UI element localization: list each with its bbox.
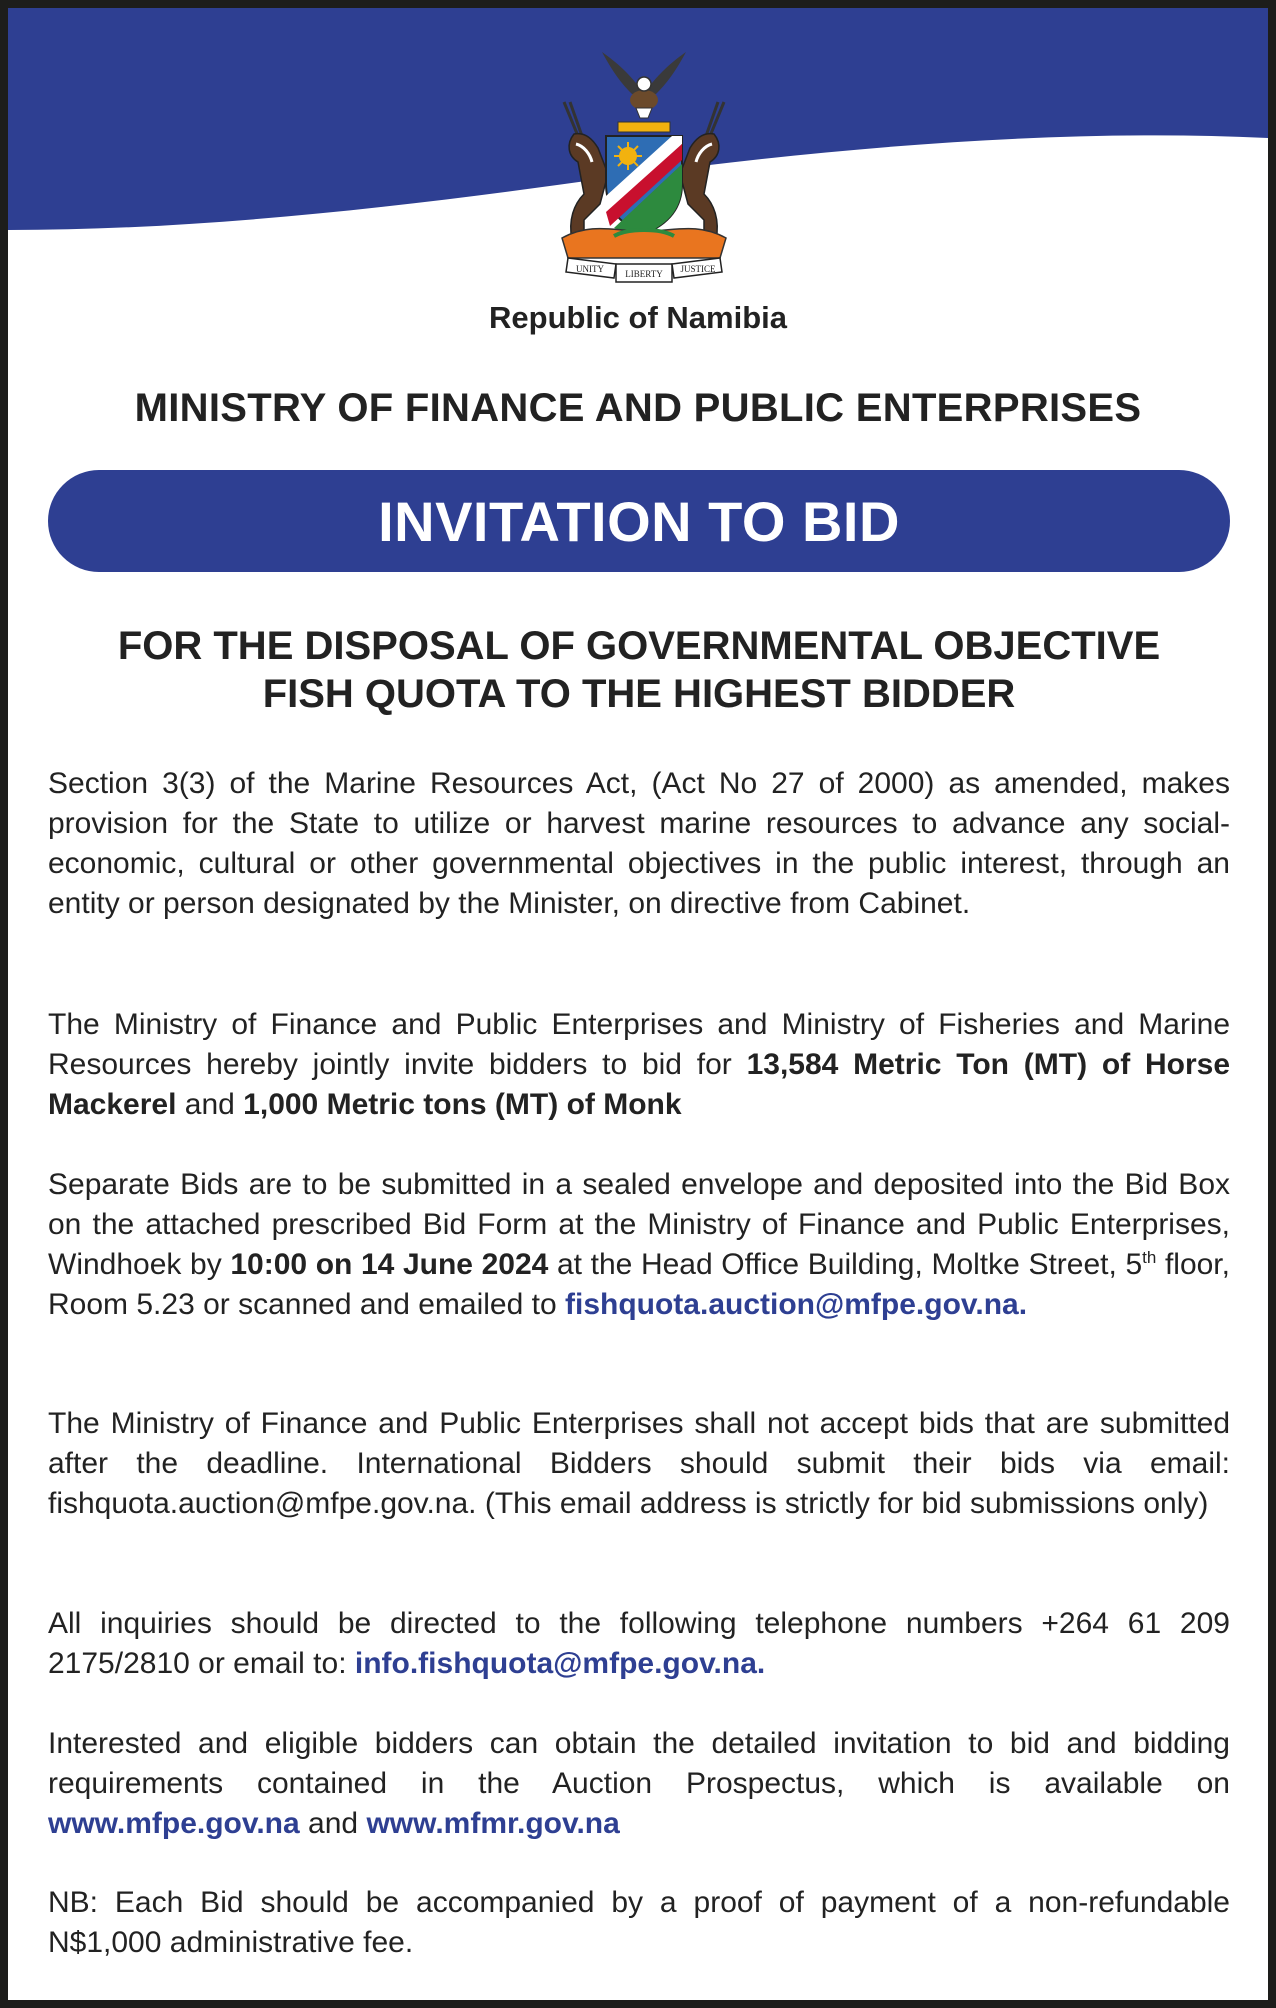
mfpe-website-link[interactable]: www.mfpe.gov.na <box>48 1807 300 1840</box>
paragraph-legal-basis: Section 3(3) of the Marine Resources Act, (Act No 27 of 2000) as amended, makes provision for the State to utilize or harvest marine resources to advance any social-economic, cultural or other governmental objectives in the public interest, through an entity or person designated by the Minister, on directive from Cabinet. <box>48 767 1230 920</box>
title-banner <box>48 470 1230 572</box>
info-email-link[interactable]: info.fishquota@mfpe.gov.na. <box>354 1647 766 1680</box>
location-text: at the Head Office Building, Moltke Street, 5 <box>548 1248 1143 1281</box>
paragraph-deadline-policy: The Ministry of Finance and Public Enterprises shall not accept bids that are submitted after the deadline. International Bidders should submit their bids via email: fishquota.auction@mfpe.gov.na. (This email address is strictly for bid submissions only) <box>48 1407 1230 1520</box>
prospectus-text: Interested and eligible bidders can obtain the detailed invitation to bid and bidding requirements contained in the Auction Prospectus, which is available on <box>48 1727 1230 1800</box>
svg-text:JUSTICE: JUSTICE <box>680 264 716 274</box>
deadline: 10:00 on 14 June 2024 <box>230 1248 549 1281</box>
eagle-icon <box>602 52 686 118</box>
bid-email-link[interactable]: fishquota.auction@mfpe.gov.na. <box>565 1288 1028 1321</box>
paragraph-fee-note: NB: Each Bid should be accompanied by a proof of payment of a non-refundable N$1,000 administrative fee. <box>48 1886 1230 1959</box>
paragraph-submission <box>48 1165 1230 1325</box>
banner-title: INVITATION TO BID <box>378 489 900 553</box>
subtitle-line-1: FOR THE DISPOSAL OF GOVERNMENTAL OBJECTIVE <box>117 624 1161 668</box>
inquiries-text: All inquiries should be directed to the following telephone numbers +264 61 209 2175/2810 or email to: <box>48 1607 1230 1680</box>
left-oryx-icon <box>564 102 608 240</box>
right-oryx-icon <box>680 102 724 240</box>
svg-text:LIBERTY: LIBERTY <box>625 269 663 279</box>
motto-ribbon <box>566 258 722 282</box>
invitation-text: The Ministry of Finance and Public Enterprises and Ministry of Fisheries and Marine Resources hereby jointly invite bidders to bid for <box>48 1008 1230 1081</box>
paragraph-invitation <box>48 1005 1230 1125</box>
namibia-coat-of-arms <box>544 44 744 290</box>
submission-text: Separate Bids are to be submitted in a sealed envelope and deposited into the Bid Box on the attached prescribed Bid Form at the Ministry of Finance and Public Enterprises, Windhoek by <box>48 1168 1230 1281</box>
country-name: Republic of Namibia <box>489 300 787 335</box>
paragraph-prospectus <box>48 1724 1230 1844</box>
svg-text:UNITY: UNITY <box>576 264 604 274</box>
ministry-name: MINISTRY OF FINANCE AND PUBLIC ENTERPRISES <box>134 386 1142 430</box>
room-text: floor, Room 5.23 or scanned and emailed to <box>48 1248 1230 1321</box>
conjunction-text: and <box>176 1088 244 1121</box>
paragraph-inquiries <box>48 1604 1230 1684</box>
shield-icon <box>606 136 682 234</box>
ordinal-suffix: th <box>1142 1248 1157 1267</box>
and-text: and <box>299 1807 367 1840</box>
notice-subtitle <box>48 622 1230 718</box>
subtitle-line-2: FISH QUOTA TO THE HIGHEST BIDDER <box>262 672 1016 716</box>
mfmr-website-link[interactable]: www.mfmr.gov.na <box>366 1807 620 1840</box>
horse-mackerel-quota: 13,584 Metric Ton (MT) of Horse Mackerel <box>48 1048 1231 1121</box>
monk-quota: 1,000 Metric tons (MT) of Monk <box>243 1088 682 1121</box>
